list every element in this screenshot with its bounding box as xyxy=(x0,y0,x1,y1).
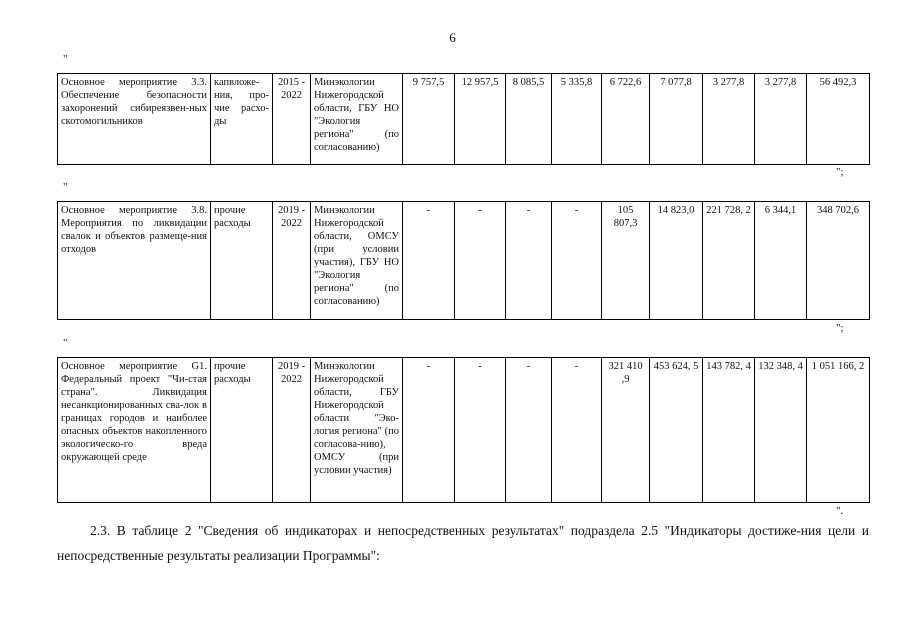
value-cell: 6 344,1 xyxy=(755,202,807,320)
period: 2019 - 2022 xyxy=(273,202,311,320)
value-cell: 3 277,8 xyxy=(755,74,807,165)
value-cell: - xyxy=(455,358,506,503)
open-quote: " xyxy=(63,337,68,349)
value-cell: - xyxy=(506,202,552,320)
budget-table-row-1 xyxy=(57,73,870,165)
expense-type: прочие расходы xyxy=(211,358,273,503)
value-cell: 5 335,8 xyxy=(552,74,602,165)
value-cell: - xyxy=(403,202,455,320)
close-quote: "; xyxy=(836,322,844,334)
value-cell: 6 722,6 xyxy=(602,74,650,165)
period: 2019 - 2022 xyxy=(273,358,311,503)
value-cell: 8 085,5 xyxy=(506,74,552,165)
value-cell: 9 757,5 xyxy=(403,74,455,165)
total-cell: 1 051 166, 2 xyxy=(807,358,870,503)
close-quote: ". xyxy=(836,505,844,517)
measure-name: Основное мероприятие 3.8. Мероприятия по ликвидации свалок и объектов размеще-ния отходов xyxy=(58,202,211,320)
budget-table-row-3 xyxy=(57,357,870,503)
expense-type: капвложе-ния, про-чие расхо-ды xyxy=(211,74,273,165)
value-cell: - xyxy=(403,358,455,503)
close-quote: "; xyxy=(836,166,844,178)
page-number: 6 xyxy=(449,30,456,45)
total-cell: 56 492,3 xyxy=(807,74,870,165)
open-quote: " xyxy=(63,181,68,193)
period: 2015 - 2022 xyxy=(273,74,311,165)
value-cell: - xyxy=(552,358,602,503)
value-cell: 3 277,8 xyxy=(703,74,755,165)
value-cell: 221 728, 2 xyxy=(703,202,755,320)
value-cell: - xyxy=(506,358,552,503)
body-paragraph: 2.3. В таблице 2 "Сведения об индикаторах и непосредственных результатах" подраздела 2.5 "Индикаторы достиже-ния цели и непосредственные результаты реализации Программы": xyxy=(57,523,869,563)
executor: Минэкологии Нижегородской области, ГБУ Нижегородской области "Эко-логия региона" (по согласова-нию), ОМСУ (при условии участия) xyxy=(311,358,403,503)
value-cell: 143 782, 4 xyxy=(703,358,755,503)
executor: Минэкологии Нижегородской области, ОМСУ (при условии участия), ГБУ НО "Экология региона" (по согласованию) xyxy=(311,202,403,320)
value-cell: - xyxy=(552,202,602,320)
executor: Минэкологии Нижегородской области, ГБУ НО "Экология региона" (по согласованию) xyxy=(311,74,403,165)
value-cell: 7 077,8 xyxy=(650,74,703,165)
expense-type: прочие расходы xyxy=(211,202,273,320)
value-cell: 12 957,5 xyxy=(455,74,506,165)
value-cell: 105 807,3 xyxy=(602,202,650,320)
value-cell: 453 624, 5 xyxy=(650,358,703,503)
open-quote: " xyxy=(63,53,68,65)
measure-name: Основное мероприятие 3.3. Обеспечение безопасности захоронений сибиреязвен-ных скотомогильников xyxy=(58,74,211,165)
value-cell: 321 410 ,9 xyxy=(602,358,650,503)
budget-table-row-2 xyxy=(57,201,870,320)
value-cell: 132 348, 4 xyxy=(755,358,807,503)
total-cell: 348 702,6 xyxy=(807,202,870,320)
measure-name: Основное мероприятие G1. Федеральный проект "Чи-стая страна". Ликвидация несанкционированных сва-лок в границах городов и наиболее опасных объектов накопленного экологическо-го вреда окружающей среде xyxy=(58,358,211,503)
value-cell: 14 823,0 xyxy=(650,202,703,320)
value-cell: - xyxy=(455,202,506,320)
